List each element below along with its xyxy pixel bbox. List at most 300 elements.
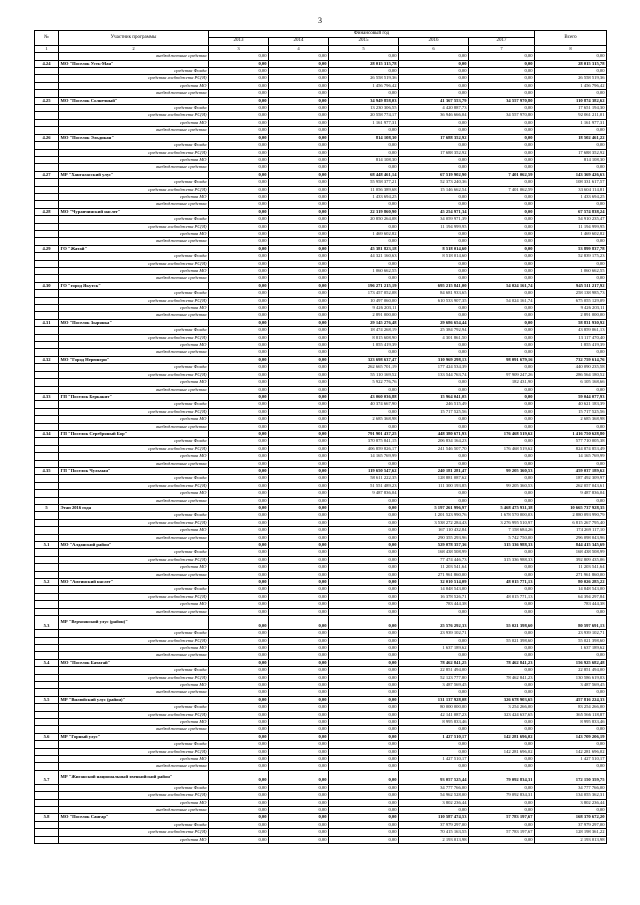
amount-cell: 15 146 662,54: [399, 186, 469, 193]
row-number: [35, 527, 59, 534]
funding-source-row: [35, 334, 607, 341]
participant-name: МО "Поселок Сангар": [59, 814, 209, 821]
row-number: [35, 460, 59, 467]
amount-cell: 0,00: [329, 711, 399, 718]
amount-cell: 315 336 988,33: [469, 542, 535, 549]
funding-source: внебюджетные средства: [59, 238, 209, 245]
row-number: [35, 475, 59, 482]
amount-cell: 18 474 268,19: [329, 327, 399, 334]
amount-cell: 1 427 510,17: [399, 756, 469, 763]
amount-cell: 0,00: [329, 512, 399, 519]
row-number: [35, 349, 59, 356]
amount-cell: 0,00: [269, 616, 329, 630]
funding-source-row: [35, 386, 607, 393]
participant-name: МО "Поселок Усть-Мая": [59, 60, 209, 67]
amount-cell: 0,00: [329, 763, 399, 770]
funding-source-row: [35, 630, 607, 637]
amount-cell: 1 201 523 990,76: [399, 512, 469, 519]
amount-cell: 0,00: [209, 68, 269, 75]
funding-source: средства МО: [59, 601, 209, 608]
total-cell: 13 117 470,40: [535, 334, 607, 341]
total-cell: 0,00: [535, 127, 607, 134]
amount-cell: 5 197 261 996,97: [399, 505, 469, 512]
amount-cell: 0,00: [399, 460, 469, 467]
funding-source: средства Фонда: [59, 327, 209, 334]
row-number: [35, 836, 59, 843]
funding-source: средства госбюджета РС(Я): [59, 792, 209, 799]
amount-cell: 0,00: [209, 386, 269, 393]
total-cell: 142 281 696,02: [535, 748, 607, 755]
row-number: [35, 829, 59, 836]
amount-cell: 0,00: [469, 497, 535, 504]
total-cell: 440 090 235,58: [535, 364, 607, 371]
funding-source-row: [35, 268, 607, 275]
total-cell: 1 469 602,82: [535, 230, 607, 237]
funding-source-row: [35, 799, 607, 806]
funding-source: внебюджетные средства: [59, 312, 209, 319]
amount-cell: 2 685 368,98: [329, 416, 399, 423]
header-participant: Участник программы: [59, 31, 209, 46]
total-cell: 459 037 189,62: [535, 467, 607, 474]
amount-cell: 4 301 861,50: [399, 334, 469, 341]
amount-cell: 34 777 766,00: [399, 784, 469, 791]
participant-row: [35, 134, 607, 141]
funding-source-row: [35, 105, 607, 112]
amount-cell: 0,00: [329, 349, 399, 356]
amount-cell: 0,00: [329, 799, 399, 806]
funding-source-row: [35, 186, 607, 193]
row-number: 5.3: [35, 616, 59, 630]
amount-cell: 0,00: [209, 268, 269, 275]
row-number: [35, 238, 59, 245]
amount-cell: 0,00: [209, 659, 269, 666]
funding-source: средства Фонда: [59, 253, 209, 260]
amount-cell: 79 092 834,31: [469, 792, 535, 799]
funding-source-row: [35, 149, 607, 156]
amount-cell: 0,00: [329, 497, 399, 504]
total-cell: 128 198 361,22: [535, 829, 607, 836]
amount-cell: 0,00: [269, 659, 329, 666]
amount-cell: 0,00: [269, 836, 329, 843]
amount-cell: 196 271 215,19: [329, 282, 399, 289]
funding-source-row: [35, 711, 607, 718]
amount-cell: 0,00: [399, 275, 469, 282]
amount-cell: 0,00: [209, 327, 269, 334]
amount-cell: 0,00: [269, 564, 329, 571]
amount-cell: 0,00: [209, 201, 269, 208]
total-cell: 0,00: [535, 275, 607, 282]
participant-name: МО "Поселок Зырянка": [59, 319, 209, 326]
amount-cell: 0,00: [469, 571, 535, 578]
amount-cell: 0,00: [209, 564, 269, 571]
funding-source: средства МО: [59, 156, 209, 163]
amount-cell: 173 457 052,08: [329, 290, 399, 297]
funding-source: средства Фонда: [59, 290, 209, 297]
amount-cell: 0,00: [329, 814, 399, 821]
participant-row: [35, 505, 607, 512]
funding-source-row: [35, 726, 607, 733]
amount-cell: 0,00: [269, 637, 329, 644]
row-number: [35, 312, 59, 319]
amount-cell: 0,00: [269, 453, 329, 460]
funding-source-row: [35, 821, 607, 828]
amount-cell: 168 438 508,99: [399, 549, 469, 556]
funding-source: средства госбюджета РС(Я): [59, 186, 209, 193]
amount-cell: 7 158 684,26: [469, 527, 535, 534]
participant-row: [35, 60, 607, 67]
amount-cell: 0,00: [209, 119, 269, 126]
amount-cell: 0,00: [269, 260, 329, 267]
amount-cell: 0,00: [399, 53, 469, 60]
amount-cell: 0,00: [209, 718, 269, 725]
amount-cell: 0,00: [329, 652, 399, 659]
amount-cell: 0,00: [329, 593, 399, 600]
funding-source-row: [35, 475, 607, 482]
amount-cell: 0,00: [469, 718, 535, 725]
total-cell: 824 874 853,49: [535, 445, 607, 452]
amount-cell: 0,00: [469, 327, 535, 334]
amount-cell: 14 165 769,99: [329, 453, 399, 460]
funding-source: внебюджетные средства: [59, 423, 209, 430]
funding-source: внебюджетные средства: [59, 386, 209, 393]
participant-row: [35, 208, 607, 215]
total-cell: 1 161 977,31: [535, 119, 607, 126]
amount-cell: 8 518 014,60: [399, 245, 469, 252]
amount-cell: 0,00: [469, 689, 535, 696]
amount-cell: 0,00: [269, 490, 329, 497]
total-cell: 187 492 309,97: [535, 475, 607, 482]
amount-cell: 0,00: [269, 379, 329, 386]
funding-source-row: [35, 275, 607, 282]
amount-cell: 0,00: [269, 505, 329, 512]
amount-cell: 0,00: [209, 704, 269, 711]
funding-source: средства госбюджета РС(Я): [59, 711, 209, 718]
amount-cell: 0,00: [399, 416, 469, 423]
amount-cell: 0,00: [209, 733, 269, 740]
funding-source-row: [35, 75, 607, 82]
amount-cell: 0,00: [209, 527, 269, 534]
row-number: 4.33: [35, 393, 59, 400]
total-cell: 58 831 930,92: [535, 319, 607, 326]
amount-cell: 290 355 293,96: [399, 534, 469, 541]
participant-name: МО "Поселок Батагай": [59, 659, 209, 666]
total-cell: 64 394 297,84: [535, 593, 607, 600]
row-number: [35, 681, 59, 688]
amount-cell: 142 281 696,02: [469, 733, 535, 740]
amount-cell: 0,00: [209, 814, 269, 821]
row-number: [35, 149, 59, 156]
amount-cell: 0,00: [209, 784, 269, 791]
funding-source-row: [35, 201, 607, 208]
total-cell: 37 979 297,00: [535, 821, 607, 828]
total-cell: 0,00: [535, 142, 607, 149]
funding-source-row: [35, 193, 607, 200]
funding-source: средства МО: [59, 416, 209, 423]
funding-source: средства МО: [59, 305, 209, 312]
participant-row: [35, 171, 607, 178]
amount-cell: 0,00: [209, 770, 269, 784]
funding-source-row: [35, 756, 607, 763]
participant-name: МР "Горный улус": [59, 733, 209, 740]
funding-source-row: [35, 490, 607, 497]
funding-source: средства МО: [59, 644, 209, 651]
funding-source-row: [35, 637, 607, 644]
amount-cell: 0,00: [269, 112, 329, 119]
amount-cell: 0,00: [399, 349, 469, 356]
amount-cell: 0,00: [469, 756, 535, 763]
funding-source-row: [35, 704, 607, 711]
funding-source-row: [35, 364, 607, 371]
funding-source: средства Фонда: [59, 142, 209, 149]
funding-source: средства Фонда: [59, 216, 209, 223]
amount-cell: 0,00: [469, 334, 535, 341]
amount-cell: 0,00: [399, 608, 469, 615]
total-cell: 3 487 569,45: [535, 681, 607, 688]
amount-cell: 20 558 774,17: [329, 112, 399, 119]
total-cell: 143 709 206,19: [535, 733, 607, 740]
amount-cell: 0,00: [469, 821, 535, 828]
amount-cell: 0,00: [469, 53, 535, 60]
funding-source-row: [35, 408, 607, 415]
participant-name: Этап 2016 года: [59, 505, 209, 512]
amount-cell: 0,00: [269, 193, 329, 200]
amount-cell: 246 515,49: [399, 401, 469, 408]
amount-cell: 0,00: [469, 179, 535, 186]
amount-cell: 0,00: [469, 216, 535, 223]
funding-source: внебюджетные средства: [59, 460, 209, 467]
participant-row: [35, 542, 607, 549]
amount-cell: 0,00: [329, 275, 399, 282]
amount-cell: 0,00: [209, 260, 269, 267]
amount-cell: 0,00: [269, 68, 329, 75]
amount-cell: 0,00: [269, 579, 329, 586]
amount-cell: 55 958 377,21: [329, 179, 399, 186]
amount-cell: 22 851 494,00: [399, 667, 469, 674]
amount-cell: 326 678 903,65: [469, 696, 535, 703]
amount-cell: 0,00: [469, 608, 535, 615]
amount-cell: 0,00: [329, 659, 399, 666]
row-number: [35, 305, 59, 312]
total-cell: 0,00: [535, 652, 607, 659]
amount-cell: 271 961 860,00: [399, 571, 469, 578]
funding-source-row: [35, 718, 607, 725]
amount-cell: 0,00: [469, 60, 535, 67]
amount-cell: 0,00: [269, 208, 329, 215]
amount-cell: 0,00: [399, 193, 469, 200]
total-cell: 1 427 510,17: [535, 756, 607, 763]
participant-row: [35, 616, 607, 630]
amount-cell: 0,00: [269, 423, 329, 430]
funding-source: внебюджетные средства: [59, 807, 209, 814]
amount-cell: 695 215 841,00: [399, 282, 469, 289]
funding-source-row: [35, 112, 607, 119]
amount-cell: 0,00: [269, 601, 329, 608]
amount-cell: 0,00: [209, 467, 269, 474]
funding-source: внебюджетные средства: [59, 164, 209, 171]
funding-source: средства МО: [59, 119, 209, 126]
row-number: [35, 342, 59, 349]
row-number: [35, 601, 59, 608]
row-number: [35, 364, 59, 371]
amount-cell: 0,00: [269, 349, 329, 356]
amount-cell: 0,00: [269, 290, 329, 297]
row-number: [35, 792, 59, 799]
amount-cell: 0,00: [469, 127, 535, 134]
participant-row: [35, 356, 607, 363]
amount-cell: 0,00: [209, 542, 269, 549]
amount-cell: 1 469 602,82: [329, 230, 399, 237]
funding-source: средства МО: [59, 718, 209, 725]
row-number: [35, 453, 59, 460]
amount-cell: 0,00: [269, 268, 329, 275]
amount-cell: 0,00: [469, 630, 535, 637]
header-year: 2014: [269, 38, 329, 45]
row-number: [35, 423, 59, 430]
funding-source-row: [35, 836, 607, 843]
row-number: 4.28: [35, 208, 59, 215]
total-cell: 33 604 114,81: [535, 186, 607, 193]
amount-cell: 0,00: [209, 593, 269, 600]
funding-source-row: [35, 290, 607, 297]
amount-cell: 0,00: [329, 260, 399, 267]
total-cell: 14 848 543,00: [535, 586, 607, 593]
total-cell: 9 426 203,11: [535, 305, 607, 312]
amount-cell: 0,00: [399, 652, 469, 659]
amount-cell: 0,00: [469, 245, 535, 252]
funding-source-row: [35, 807, 607, 814]
amount-cell: 0,00: [209, 711, 269, 718]
total-cell: 53 899 837,78: [535, 245, 607, 252]
total-cell: 0,00: [535, 90, 607, 97]
total-cell: 52 839 175,23: [535, 253, 607, 260]
amount-cell: 0,00: [469, 342, 535, 349]
amount-cell: 0,00: [399, 75, 469, 82]
funding-source: средства Фонда: [59, 704, 209, 711]
row-number: [35, 334, 59, 341]
total-cell: 11 203 541,64: [535, 564, 607, 571]
total-cell: 83 254 266,00: [535, 704, 607, 711]
amount-cell: 0,00: [399, 807, 469, 814]
funding-source: средства МО: [59, 681, 209, 688]
total-cell: 0,00: [535, 201, 607, 208]
amount-cell: 0,00: [209, 616, 269, 630]
row-number: [35, 497, 59, 504]
row-number: 4.30: [35, 282, 59, 289]
amount-cell: 0,00: [399, 164, 469, 171]
amount-cell: 0,00: [269, 82, 329, 89]
amount-cell: 0,00: [469, 305, 535, 312]
amount-cell: 0,00: [209, 305, 269, 312]
amount-cell: 0,00: [399, 490, 469, 497]
funding-source-row: [35, 164, 607, 171]
amount-cell: 0,00: [269, 667, 329, 674]
funding-source-row: [35, 216, 607, 223]
funding-source-row: [35, 119, 607, 126]
row-number: [35, 268, 59, 275]
column-index: 5: [329, 45, 399, 52]
funding-source: средства госбюджета РС(Я): [59, 149, 209, 156]
funding-source: средства госбюджета РС(Я): [59, 445, 209, 452]
amount-cell: 176 468 519,62: [469, 445, 535, 452]
amount-cell: 8 995 833,46: [399, 718, 469, 725]
amount-cell: 44 321 160,63: [329, 253, 399, 260]
amount-cell: 0,00: [469, 416, 535, 423]
amount-cell: 111 300 193,85: [399, 482, 469, 489]
amount-cell: 0,00: [269, 630, 329, 637]
funding-source-row: [35, 644, 607, 651]
amount-cell: 0,00: [469, 601, 535, 608]
row-number: [35, 571, 59, 578]
row-number: [35, 416, 59, 423]
funding-source-row: [35, 312, 607, 319]
amount-cell: 0,00: [469, 253, 535, 260]
amount-cell: 240 181 281,47: [399, 467, 469, 474]
amount-cell: 0,00: [399, 423, 469, 430]
amount-cell: 0,00: [269, 201, 329, 208]
row-number: [35, 156, 59, 163]
amount-cell: 0,00: [269, 275, 329, 282]
total-cell: 80 026 285,22: [535, 579, 607, 586]
row-number: [35, 201, 59, 208]
amount-cell: 0,00: [269, 230, 329, 237]
amount-cell: 0,00: [209, 297, 269, 304]
funding-source-row: [35, 53, 607, 60]
funding-source: средства госбюджета РС(Я): [59, 748, 209, 755]
amount-cell: 0,00: [469, 201, 535, 208]
total-cell: 108 331 617,57: [535, 179, 607, 186]
amount-cell: 34 557 970,80: [469, 112, 535, 119]
amount-cell: 80 000 000,00: [399, 704, 469, 711]
amount-cell: 323 424 637,65: [469, 711, 535, 718]
funding-source-row: [35, 784, 607, 791]
amount-cell: 0,00: [329, 164, 399, 171]
amount-cell: 51 551 489,23: [329, 482, 399, 489]
amount-cell: 0,00: [209, 453, 269, 460]
amount-cell: 0,00: [209, 681, 269, 688]
total-cell: 28 015 315,78: [535, 60, 607, 67]
amount-cell: 0,00: [269, 644, 329, 651]
amount-cell: 0,00: [329, 674, 399, 681]
total-cell: 143 369 426,63: [535, 171, 607, 178]
funding-source-row: [35, 230, 607, 237]
amount-cell: 0,00: [209, 223, 269, 230]
amount-cell: 0,00: [269, 342, 329, 349]
amount-cell: 0,00: [269, 386, 329, 393]
funding-source: средства Фонда: [59, 630, 209, 637]
amount-cell: 0,00: [209, 97, 269, 104]
amount-cell: 14 848 543,00: [399, 586, 469, 593]
amount-cell: 0,00: [329, 821, 399, 828]
amount-cell: 0,00: [469, 784, 535, 791]
amount-cell: 0,00: [329, 68, 399, 75]
amount-cell: 0,00: [469, 275, 535, 282]
amount-cell: 0,00: [469, 681, 535, 688]
funding-source-row: [35, 179, 607, 186]
funding-source: внебюджетные средства: [59, 497, 209, 504]
amount-cell: 0,00: [209, 127, 269, 134]
amount-cell: 0,00: [269, 438, 329, 445]
amount-cell: 0,00: [469, 799, 535, 806]
total-cell: 15 717 525,56: [535, 408, 607, 415]
amount-cell: 11 203 541,64: [399, 564, 469, 571]
row-number: [35, 386, 59, 393]
amount-cell: 0,00: [329, 829, 399, 836]
amount-cell: 0,00: [209, 792, 269, 799]
amount-cell: 0,00: [269, 652, 329, 659]
amount-cell: 0,00: [269, 171, 329, 178]
amount-cell: 1 427 510,17: [399, 733, 469, 740]
funding-source: средства Фонда: [59, 741, 209, 748]
